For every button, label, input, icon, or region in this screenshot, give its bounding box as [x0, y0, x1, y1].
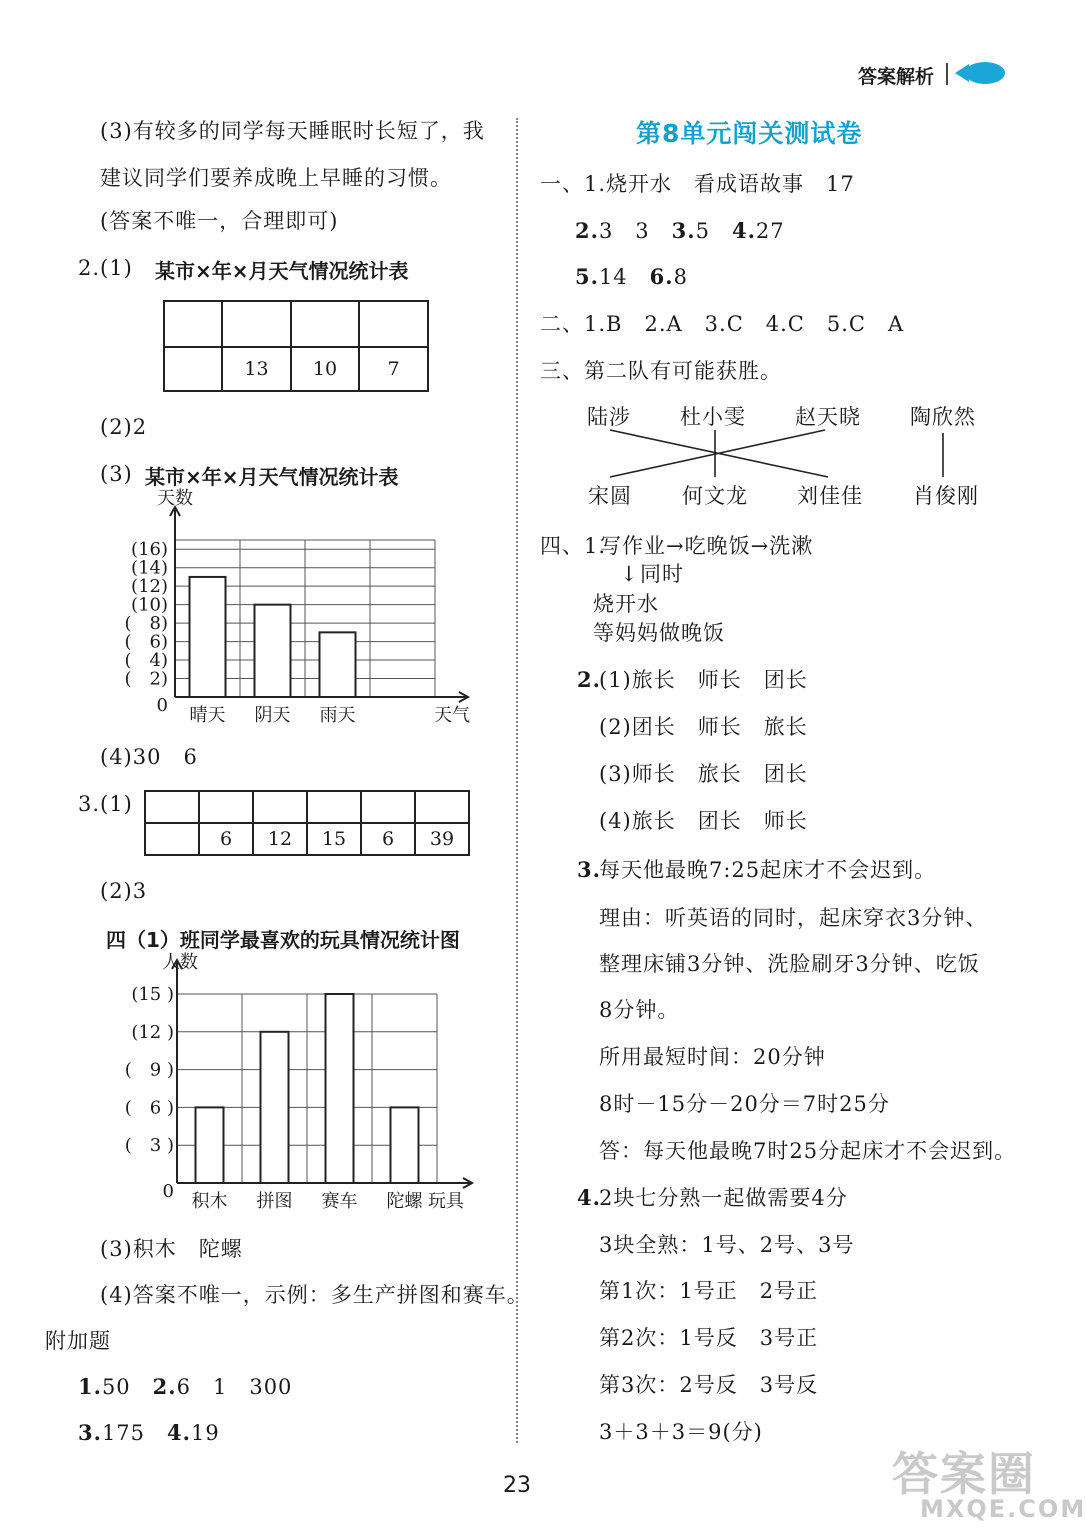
fish-logo-icon: [955, 61, 1005, 85]
r-q4-sequence: 写作业→吃晚饭→洗漱: [600, 534, 814, 558]
table-cell: 13: [222, 347, 291, 391]
watermark-url: MXQE.COM: [920, 1495, 1086, 1523]
r-q4-line3: 等妈妈做晚饭: [593, 621, 725, 645]
name-top: 陶欣然: [910, 405, 976, 429]
table-cell: 12: [253, 823, 307, 855]
weather-table: [163, 300, 429, 392]
question-2-4: (4)30 6: [100, 745, 198, 769]
table-cell: [199, 791, 253, 823]
r-q2-row: (1)旅长 师长 团长: [599, 668, 808, 692]
bar: [391, 1107, 419, 1183]
y-tick-label: (12): [131, 576, 168, 598]
r-q4b-line: 第1次：1号正 2号正: [599, 1279, 819, 1303]
extra-line1: 1.50 2.6 1 300: [78, 1374, 293, 1399]
table-cell: 7: [359, 347, 428, 391]
y-axis-label: 天数: [157, 488, 193, 509]
r-q3-line: 8分钟。: [599, 998, 680, 1022]
y-tick-label: (15 ): [131, 984, 174, 1005]
r-answer-1: 一、1.烧开水 看成语故事 17: [540, 172, 855, 196]
table-cell: [253, 791, 307, 823]
unit-title: 第8单元闯关测试卷: [636, 119, 863, 148]
answer-3-line2: 建议同学们要养成晚上早睡的习惯。: [100, 166, 452, 190]
chart2-title: 四（1）班同学最喜欢的玩具情况统计图: [106, 928, 460, 952]
y-tick-label: ( 2): [124, 668, 168, 690]
question-3-3: (3)积木 陀螺: [100, 1237, 243, 1261]
page-number: 23: [503, 1473, 531, 1498]
r-q3-line: 8时－15分－20分＝7时25分: [599, 1092, 890, 1116]
y-tick-label: 0: [162, 1181, 174, 1202]
table-cell: [222, 301, 291, 347]
table-cell: [307, 791, 361, 823]
y-tick-label: (10): [131, 594, 168, 616]
r-q3-line: 整理床铺3分钟、洗脸刷牙3分钟、吃饭: [599, 952, 980, 976]
r-answer-2: 2.3 3 3.5 4.27: [575, 218, 785, 243]
bar: [320, 632, 356, 697]
name-bottom: 宋圆: [588, 484, 632, 508]
r-q4b-line: 3块全熟：1号、2号、3号: [599, 1233, 855, 1257]
r-q4b-line: 第3次：2号反 3号反: [599, 1373, 819, 1397]
y-tick-label: ( 3 ): [124, 1135, 174, 1157]
x-axis-label: 玩具: [428, 1191, 464, 1212]
x-tick-label: 雨天: [319, 705, 356, 726]
r-q3-line: 答：每天他最晚7时25分起床才不会迟到。: [599, 1139, 1017, 1163]
question-2-1-label: 2.(1): [78, 256, 133, 280]
column-divider: [516, 118, 518, 1443]
y-tick-label: ( 6 ): [124, 1097, 174, 1119]
table-cell: [145, 823, 199, 855]
x-tick-label: 赛车: [321, 1191, 358, 1212]
r-q3-line: 每天他最晚7:25起床才不会迟到。: [599, 858, 937, 882]
question-3-2: (2)3: [100, 879, 148, 903]
y-tick-label: (12 ): [131, 1021, 174, 1043]
table-cell: [359, 301, 428, 347]
x-tick-label: 陀螺: [386, 1191, 423, 1212]
question-2-2: (2)2: [100, 415, 148, 439]
name-bottom: 刘佳佳: [797, 484, 863, 508]
name-bottom: 何文龙: [682, 484, 748, 508]
table-cell: 10: [291, 347, 359, 391]
r-q4b-line: 3＋3＋3＝9(分): [599, 1420, 763, 1444]
table-cell: 15: [307, 823, 361, 855]
y-tick-label: 0: [156, 695, 168, 716]
r-q4b-label: 4.: [577, 1185, 601, 1210]
table-cell: 6: [361, 823, 415, 855]
x-tick-label: 积木: [191, 1191, 228, 1212]
name-top: 陆涉: [587, 405, 631, 429]
r-q3-line: 理由：听英语的同时，起床穿衣3分钟、: [599, 906, 988, 930]
weather-bar-chart: [100, 485, 480, 730]
table-cell: [164, 347, 222, 391]
y-tick-label: (16): [131, 539, 168, 561]
question-3-4: (4)答案不唯一，示例：多生产拼图和赛车。: [100, 1283, 529, 1307]
table-cell: [164, 301, 222, 347]
r-q4b-line: 2块七分熟一起做需要4分: [599, 1186, 848, 1210]
name-top: 杜小雯: [680, 405, 746, 429]
y-tick-label: (14): [131, 557, 168, 579]
bar: [255, 605, 291, 697]
answer-3-line1: (3)有较多的同学每天睡眠时长短了，我: [100, 119, 485, 143]
r-q4-label: 四、1.: [540, 534, 607, 558]
r-answer-5: 三、第二队有可能获胜。: [540, 359, 782, 383]
r-answer-4: 二、1.B 2.A 3.C 4.C 5.C A: [540, 312, 905, 336]
bar: [190, 577, 226, 697]
x-tick-label: 拼图: [256, 1191, 293, 1212]
r-q2-row: (3)师长 旅长 团长: [599, 762, 808, 786]
x-tick-label: 晴天: [189, 705, 226, 726]
y-tick-label: ( 8): [124, 613, 168, 635]
question-2-3-label: (3): [100, 462, 133, 486]
question-3-1-label: 3.(1): [78, 792, 133, 816]
extra-line2: 3.175 4.19: [78, 1420, 220, 1445]
table-cell: 6: [199, 823, 253, 855]
table-cell: [361, 791, 415, 823]
table1-title: 某市×年×月天气情况统计表: [155, 259, 409, 283]
bar: [196, 1107, 224, 1183]
bar: [326, 994, 354, 1183]
name-bottom: 肖俊刚: [913, 484, 979, 508]
y-tick-label: ( 4): [124, 650, 168, 672]
r-q3-line: 所用最短时间：20分钟: [599, 1045, 826, 1069]
r-q2-row: (4)旅长 团长 师长: [599, 809, 808, 833]
r-q4-simultaneous: 同时: [640, 562, 684, 586]
r-q2-row: (2)团长 师长 旅长: [599, 715, 808, 739]
extra-title: 附加题: [45, 1329, 111, 1353]
r-answer-3: 5.14 6.8: [575, 264, 688, 289]
down-arrow-icon: ↓: [620, 562, 639, 586]
r-q3-label: 3.: [577, 857, 601, 882]
table-cell: [415, 791, 469, 823]
watermark-logo: 答案圈: [892, 1447, 1036, 1501]
y-tick-label: ( 9 ): [124, 1059, 174, 1081]
header-divider: [946, 63, 948, 85]
table-cell: [145, 791, 199, 823]
header-title: 答案解析: [858, 66, 935, 88]
toy-bar-chart: [100, 948, 500, 1218]
name-top: 赵天晓: [795, 405, 861, 429]
answer-3-line3: (答案不唯一，合理即可): [100, 209, 339, 233]
toy-table: [144, 790, 470, 856]
y-tick-label: ( 6): [124, 631, 168, 653]
x-axis-label: 天气: [434, 705, 470, 726]
bar: [261, 1032, 289, 1183]
y-axis-label: 人数: [162, 952, 198, 973]
chart1-title: 某市×年×月天气情况统计表: [145, 465, 399, 489]
r-q4b-line: 第2次：1号反 3号正: [599, 1326, 819, 1350]
table-cell: 39: [415, 823, 469, 855]
r-q4-line2: 烧开水: [593, 592, 659, 616]
table-cell: [291, 301, 359, 347]
x-tick-label: 阴天: [254, 705, 291, 726]
r-q2-label: 2.: [577, 667, 601, 692]
